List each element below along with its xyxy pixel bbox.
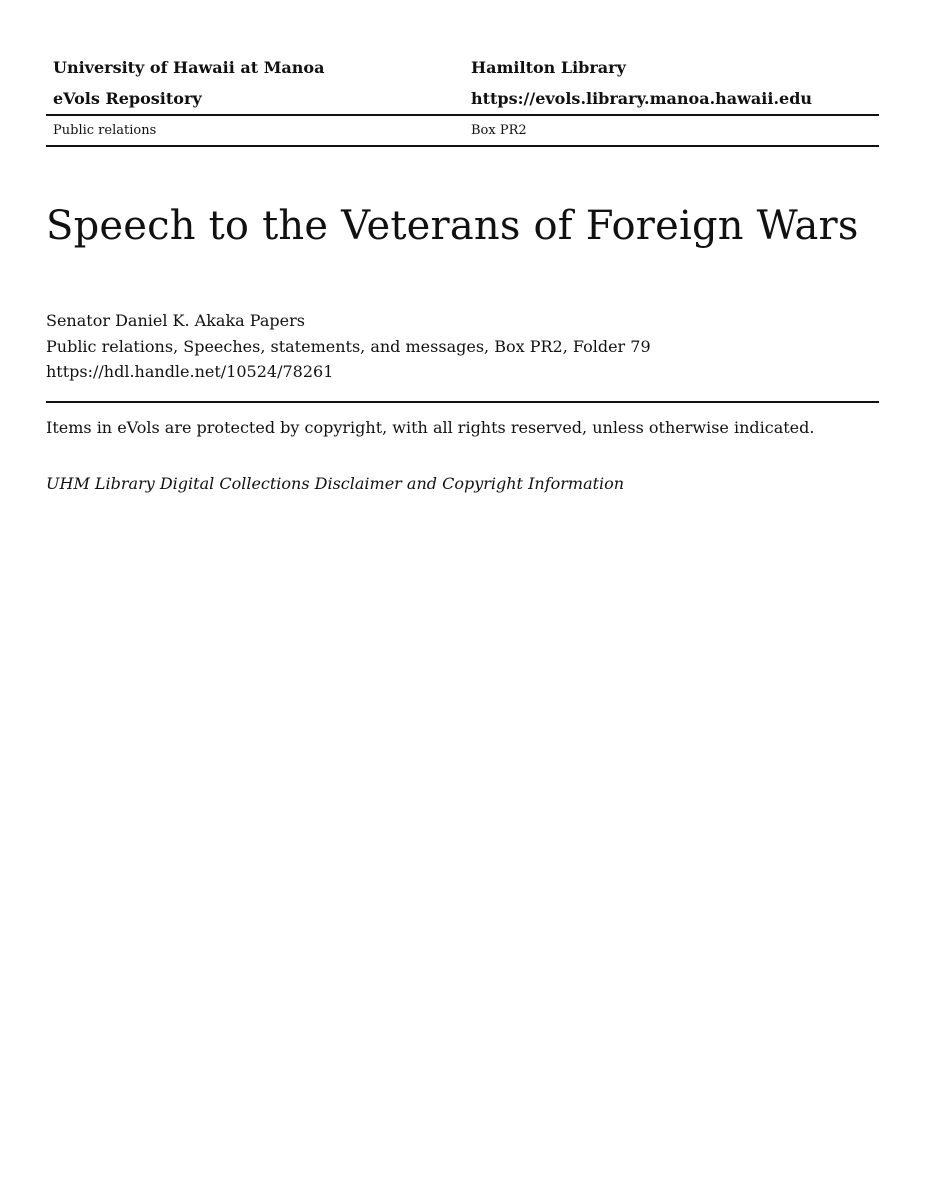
header-block <box>46 52 879 116</box>
collection-name: Senator Daniel K. Akaka Papers <box>46 311 305 330</box>
disclaimer-link[interactable]: UHM Library Digital Collections Disclaimer and Copyright Information <box>46 473 625 493</box>
repository-url: https://evols.library.manoa.hawaii.edu <box>471 89 813 108</box>
document-page <box>46 52 879 495</box>
divider <box>46 401 879 403</box>
document-metadata <box>46 308 879 385</box>
repository-name: eVols Repository <box>53 89 202 108</box>
header-row-repository <box>46 83 879 114</box>
header-sub-row <box>46 116 879 147</box>
rights-notice: Items in eVols are protected by copyright, with all rights reserved, unless otherwise indicated. <box>46 417 815 437</box>
header-row-institution <box>46 52 879 83</box>
box-label: Box PR2 <box>471 123 527 138</box>
document-title: Speech to the Veterans of Foreign Wars <box>46 203 859 249</box>
series-name: Public relations <box>53 123 157 138</box>
handle-link[interactable]: https://hdl.handle.net/10524/78261 <box>46 362 334 381</box>
institution-name: University of Hawaii at Manoa <box>53 58 325 77</box>
library-name: Hamilton Library <box>471 58 626 77</box>
folder-location: Public relations, Speeches, statements, and messages, Box PR2, Folder 79 <box>46 336 651 356</box>
